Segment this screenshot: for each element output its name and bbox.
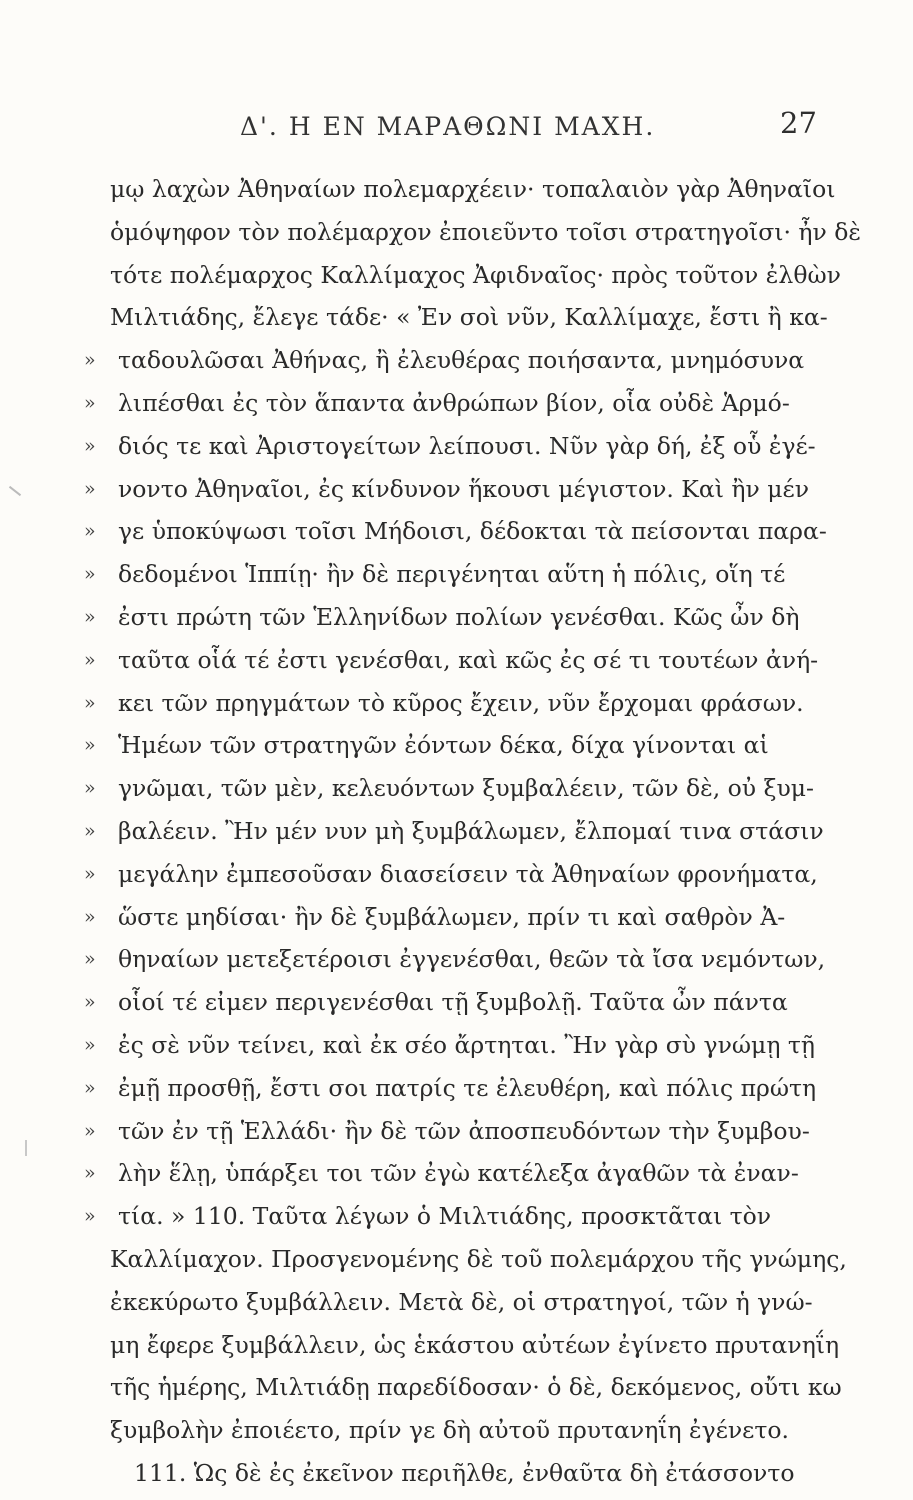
margin-mark bbox=[25, 1140, 27, 1156]
quotation-mark: » bbox=[84, 434, 96, 457]
quotation-mark: » bbox=[84, 349, 96, 372]
line-text: Καλλίμαχον. Προσγενομένης δὲ τοῦ πολεμάρχου τῆς γνώμης, bbox=[110, 1244, 847, 1273]
quotation-mark: » bbox=[84, 819, 96, 842]
line-text: ταδουλῶσαι Ἀθήνας, ἢ ἐλευθέρας ποιήσαντα, μνημόσυνα bbox=[118, 346, 805, 375]
line-text: ὥστε μηδίσαι· ἢν δὲ ξυμβάλωμεν, πρίν τι καὶ σαθρὸν Ἀ- bbox=[118, 902, 786, 931]
line-text: Ἡμέων τῶν στρατηγῶν ἐόντων δέκα, δίχα γίνονται αἱ bbox=[118, 731, 769, 760]
line-text: τότε πολέμαρχος Καλλίμαχος Ἀφιδναῖος· πρὸς τοῦτον ἐλθὼν bbox=[110, 260, 841, 289]
text-line bbox=[110, 1324, 840, 1367]
text-line bbox=[110, 211, 861, 254]
line-text: ὁμόψηφον τὸν πολέμαρχον ἐποιεῦντο τοῖσι στρατηγοῖσι· ἦν δὲ bbox=[110, 217, 861, 246]
text-line bbox=[84, 1110, 830, 1153]
line-text: οἷοί τέ εἰμεν περιγενέσθαι τῇ ξυμβολῇ. Ταῦτα ὦν πάντα bbox=[118, 988, 788, 1017]
text-line bbox=[84, 853, 830, 896]
quotation-mark: » bbox=[84, 605, 96, 628]
quotation-mark: » bbox=[84, 777, 96, 800]
line-text: γε ὑποκύψωσι τοῖσι Μήδοισι, δέδοκται τὰ πείσονται παρα- bbox=[118, 517, 827, 546]
quotation-mark: » bbox=[84, 862, 96, 885]
quotation-mark: » bbox=[84, 991, 96, 1014]
quotation-mark: » bbox=[84, 1076, 96, 1099]
text-line bbox=[110, 168, 836, 211]
text-line bbox=[84, 382, 830, 425]
quotation-mark: » bbox=[84, 1033, 96, 1056]
line-text: βαλέειν. Ἢν μέν νυν μὴ ξυμβάλωμεν, ἔλπομαί τινα στάσιν bbox=[118, 816, 824, 845]
line-text: 111. Ὡς δὲ ἐς ἐκεῖνον περιῆλθε, ἐνθαῦτα δὴ ἐτάσσοντο bbox=[134, 1458, 795, 1487]
text-line bbox=[110, 254, 841, 297]
line-text: γνῶμαι, τῶν μὲν, κελευόντων ξυμβαλέειν, τῶν δὲ, οὐ ξυμ- bbox=[118, 774, 814, 803]
quotation-mark: » bbox=[84, 1205, 96, 1228]
line-text: νοντο Ἀθηναῖοι, ἐς κίνδυνον ἥκουσι μέγιστον. Καὶ ἢν μέν bbox=[118, 474, 809, 503]
margin-mark bbox=[9, 486, 21, 496]
text-line bbox=[110, 1281, 830, 1324]
line-text: ξυμβολὴν ἐποιέετο, πρίν γε δὴ αὐτοῦ πρυτανηΐη ἐγένετο. bbox=[110, 1416, 789, 1445]
text-line bbox=[84, 981, 830, 1024]
text-line bbox=[84, 1024, 830, 1067]
text-line bbox=[110, 1452, 830, 1495]
line-text: ἐμῇ προσθῇ, ἔστι σοι πατρίς τε ἐλευθέρη, καὶ πόλις πρώτη bbox=[118, 1073, 817, 1102]
quotation-mark: » bbox=[84, 648, 96, 671]
text-line bbox=[84, 938, 830, 981]
text-line bbox=[110, 296, 830, 339]
text-line bbox=[84, 1152, 830, 1195]
line-text: ἐς σὲ νῦν τείνει, καὶ ἐκ σέο ἄρτηται. Ἢν γὰρ σὺ γνώμῃ τῇ bbox=[118, 1030, 815, 1059]
page-number: 27 bbox=[780, 106, 817, 140]
quotation-mark: » bbox=[84, 1162, 96, 1185]
text-line bbox=[84, 896, 830, 939]
quotation-mark: » bbox=[84, 563, 96, 586]
quotation-mark: » bbox=[84, 948, 96, 971]
quotation-mark: » bbox=[84, 691, 96, 714]
text-line bbox=[110, 1238, 847, 1281]
quotation-mark: » bbox=[84, 477, 96, 500]
text-line bbox=[110, 1366, 842, 1409]
body-text bbox=[84, 168, 861, 1495]
text-line bbox=[84, 682, 830, 725]
line-text: μεγάλην ἐμπεσοῦσαν διασείσειν τὰ Ἀθηναίων φρονήματα, bbox=[118, 859, 818, 888]
text-line bbox=[84, 339, 830, 382]
text-line bbox=[84, 810, 830, 853]
line-text: ταῦτα οἷά τέ ἐστι γενέσθαι, καὶ κῶς ἐς σέ τι τουτέων ἀνή- bbox=[118, 645, 819, 674]
text-line bbox=[84, 1067, 830, 1110]
quotation-mark: » bbox=[84, 1119, 96, 1142]
line-text: τῶν ἐν τῇ Ἑλλάδι· ἢν δὲ τῶν ἀποσπευδόντων τὴν ξυμβου- bbox=[118, 1116, 810, 1145]
running-title: Δ'. Η ΕΝ ΜΑΡΑΘΩΝΙ ΜΑΧΗ. bbox=[240, 112, 656, 141]
quotation-mark: » bbox=[84, 520, 96, 543]
text-line bbox=[84, 724, 830, 767]
page-header bbox=[0, 106, 913, 152]
line-text: διός τε καὶ Ἀριστογείτων λείπουσι. Νῦν γὰρ δή, ἐξ οὗ ἐγέ- bbox=[118, 431, 816, 460]
text-line bbox=[110, 1409, 830, 1452]
quotation-mark: » bbox=[84, 905, 96, 928]
line-text: ἐστι πρώτη τῶν Ἑλληνίδων πολίων γενέσθαι. Κῶς ὦν δὴ bbox=[118, 602, 800, 631]
line-text: θηναίων μετεξετέροισι ἐγγενέσθαι, θεῶν τὰ ἴσα νεμόντων, bbox=[118, 945, 826, 974]
line-text: τῆς ἡμέρης, Μιλτιάδῃ παρεδίδοσαν· ὁ δὲ, δεκόμενος, οὔτι κω bbox=[110, 1373, 842, 1402]
line-text: ἐκεκύρωτο ξυμβάλλειν. Μετὰ δὲ, οἱ στρατηγοί, τῶν ἡ γνώ- bbox=[110, 1287, 813, 1316]
line-text: μῳ λαχὼν Ἀθηναίων πολεμαρχέειν· τοπαλαιὸν γὰρ Ἀθηναῖοι bbox=[110, 175, 836, 203]
quotation-mark: » bbox=[84, 391, 96, 414]
line-text: τία. » 110. Ταῦτα λέγων ὁ Μιλτιάδης, προσκτᾶται τὸν bbox=[118, 1202, 772, 1231]
line-text: μη ἔφερε ξυμβάλλειν, ὡς ἑκάστου αὐτέων ἐγίνετο πρυτανηΐη bbox=[110, 1330, 840, 1359]
quotation-mark: » bbox=[84, 734, 96, 757]
text-line bbox=[84, 468, 830, 511]
text-line bbox=[84, 767, 830, 810]
line-text: λιπέσθαι ἐς τὸν ἅπαντα ἀνθρώπων βίον, οἷα οὐδὲ Ἁρμό- bbox=[118, 388, 790, 417]
text-line bbox=[84, 639, 830, 682]
line-text: λὴν ἕλῃ, ὑπάρξει τοι τῶν ἐγὼ κατέλεξα ἀγαθῶν τὰ ἐναν- bbox=[118, 1159, 799, 1188]
text-line bbox=[84, 553, 830, 596]
text-line bbox=[84, 425, 830, 468]
line-text: κει τῶν πρηγμάτων τὸ κῦρος ἔχειν, νῦν ἔρχομαι φράσων. bbox=[118, 688, 804, 717]
line-text: Μιλτιάδης, ἔλεγε τάδε· « Ἐν σοὶ νῦν, Καλλίμαχε, ἔστι ἢ κα- bbox=[110, 303, 828, 332]
text-line bbox=[84, 1195, 830, 1238]
line-text: δεδομένοι Ἱππίῃ· ἢν δὲ περιγένηται αὕτη ἡ πόλις, οἵη τέ bbox=[118, 560, 786, 589]
text-line bbox=[84, 596, 830, 639]
text-line bbox=[84, 510, 830, 553]
